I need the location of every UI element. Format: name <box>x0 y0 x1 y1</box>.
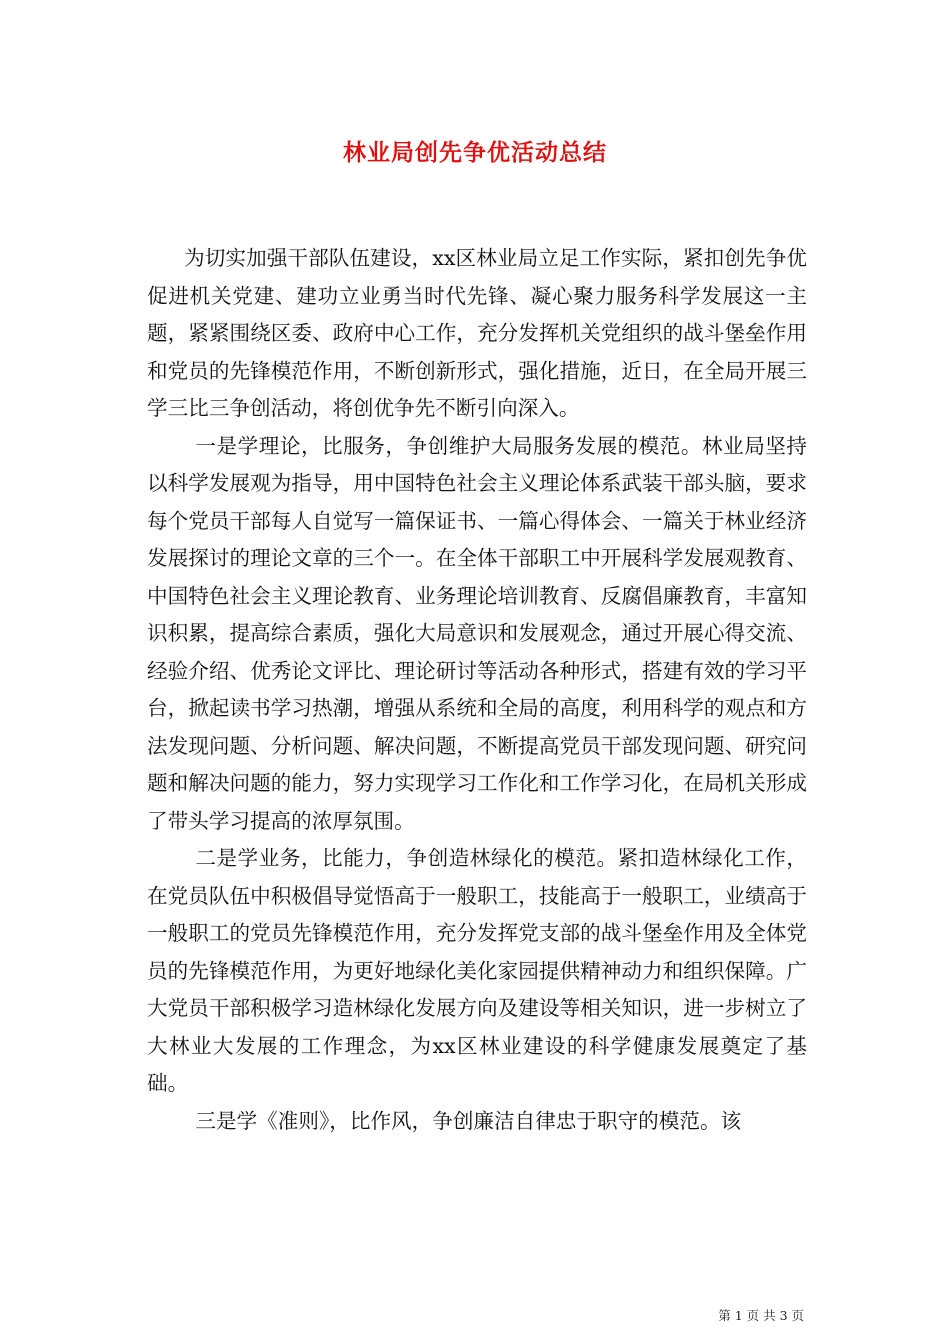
page-number: 第 1 页 共 3 页 <box>718 1308 804 1323</box>
paragraph-intro: 为切实加强干部队伍建设，xx区林业局立足工作实际，紧扣创先争优促进机关党建、建功立业勇当时代先锋、凝心聚力服务科学发展这一主题，紧紧围绕区委、政府中心工作，充分发挥机关党组织的战斗堡垒作用和党员的先锋模范作用，不断创新形式，强化措施，近日，在全局开展三学三比三争创活动，将创优争先不断引向深入。 <box>147 246 807 420</box>
document-title: 林业局创先争优活动总结 <box>343 139 607 166</box>
paragraph-theory: 一是学理论，比服务，争创维护大局服务发展的模范。林业局坚持以科学发展观为指导，用中国特色社会主义理论体系武装干部头脑，要求每个党员干部每人自觉写一篇保证书、一篇心得体会、一篇关于林业经济发展探讨的理论文章的三个一。在全体干部职工中开展科学发展观教育、中国特色社会主义理论教育、业务理论培训教育、反腐倡廉教育，丰富知识积累，提高综合素质，强化大局意识和发展观念，通过开展心得交流、经验介绍、优秀论文评比、理论研讨等活动各种形式，搭建有效的学习平台，掀起读书学习热潮，增强从系统和全局的高度，利用科学的观点和方法发现问题、分析问题、解决问题，不断提高党员干部发现问题、研究问题和解决问题的能力，努力实现学习工作化和工作学习化，在局机关形成了带头学习提高的浓厚氛围。 <box>147 433 807 833</box>
paragraph-business: 二是学业务，比能力，争创造林绿化的模范。紧扣造林绿化工作，在党员队伍中积极倡导觉悟高于一般职工，技能高于一般职工，业绩高于一般职工的党员先锋模范作用，充分发挥党支部的战斗堡垒作用及全体党员的先锋模范作用，为更好地绿化美化家园提供精神动力和组织保障。广大党员干部积极学习造林绿化发展方向及建设等相关知识，进一步树立了大林业大发展的工作理念，为xx区林业建设的科学健康发展奠定了基础。 <box>147 846 807 1095</box>
document-body <box>147 240 807 1140</box>
paragraph-standards: 三是学《准则》，比作风，争创廉洁自律忠于职守的模范。该 <box>195 1108 742 1133</box>
